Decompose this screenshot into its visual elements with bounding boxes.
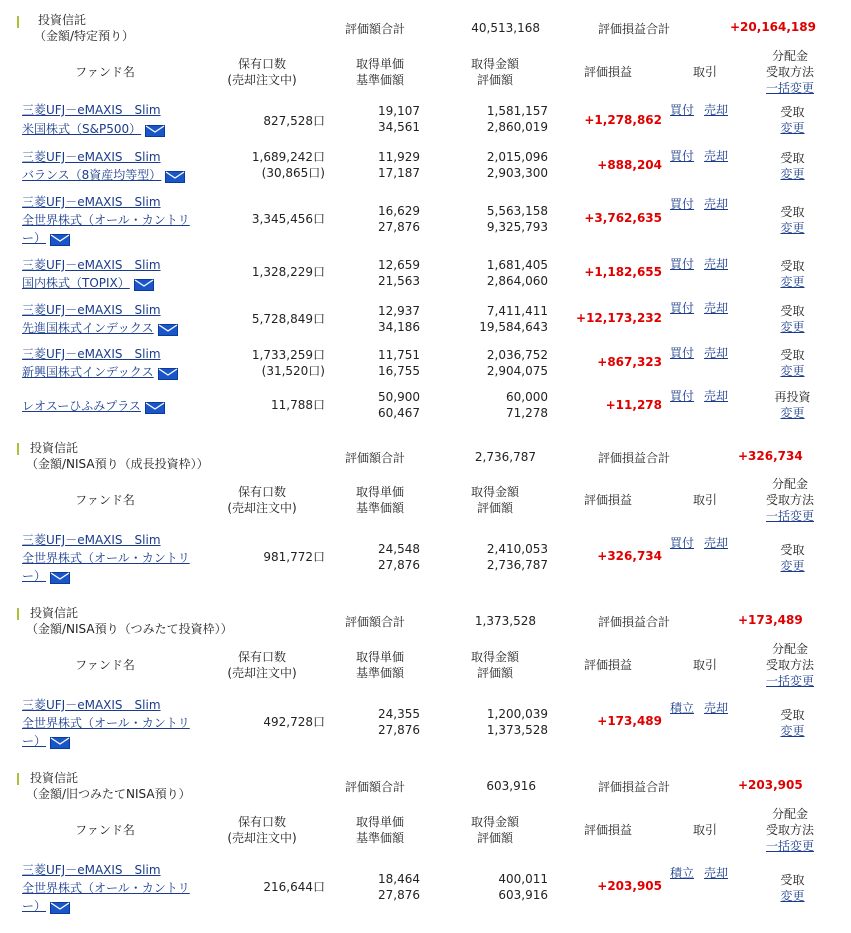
col-acq-amount: 取得金額 [470, 57, 519, 71]
buy-link[interactable]: 買付 [670, 197, 695, 211]
valuation: 2,864,060 [486, 274, 548, 288]
col-nav: 基準価額 [355, 73, 404, 87]
bulk-change-link[interactable]: 一括変更 [765, 674, 814, 688]
pl-value: +12,173,232 [576, 311, 662, 325]
mail-icon[interactable] [165, 170, 185, 182]
sell-link[interactable]: 売却 [704, 701, 729, 715]
valuation-total-value: 603,916 [486, 779, 536, 793]
col-dist: 分配金 [771, 477, 808, 491]
change-link[interactable]: 変更 [780, 889, 805, 903]
pl-value: +888,204 [597, 158, 662, 172]
dist-method: 受取 [780, 205, 805, 219]
units: 5,728,849口 [251, 312, 325, 326]
mail-icon[interactable] [50, 571, 70, 583]
change-link[interactable]: 変更 [780, 275, 805, 289]
pl-total-label: 評価損益合計 [598, 615, 671, 629]
col-acq-amount: 取得金額 [470, 650, 519, 664]
mail-icon[interactable] [50, 736, 70, 748]
change-link[interactable]: 変更 [780, 320, 805, 334]
pl-total-value: +20,164,189 [730, 20, 816, 34]
section-subtitle: （金額/特定預り） [34, 29, 135, 43]
valuation: 19,584,643 [479, 320, 548, 334]
section-title: 投資信託 [38, 13, 87, 27]
units: 1,328,229口 [251, 265, 325, 279]
fund-name-link[interactable]: 先進国株式インデックス [22, 321, 154, 335]
valuation: 2,860,019 [486, 120, 548, 134]
fund-name-link[interactable]: 全世界株式（オール・カントリ [22, 716, 190, 730]
buy-link[interactable]: 買付 [670, 389, 695, 403]
sell-link[interactable]: 売却 [704, 389, 729, 403]
col-valuation: 評価額 [476, 501, 513, 515]
col-dist: 分配金 [771, 807, 808, 821]
pl-value: +11,278 [605, 398, 662, 412]
col-units-pending: (売却注文中) [227, 666, 297, 680]
dist-method: 受取 [780, 708, 805, 722]
col-acq-amount: 取得金額 [470, 485, 519, 499]
col-units-pending: (売却注文中) [227, 501, 297, 515]
dist-method: 受取 [780, 105, 805, 119]
col-trade: 取引 [692, 658, 717, 672]
cost: 19,107 [378, 104, 420, 118]
col-trade: 取引 [692, 823, 717, 837]
sell-link[interactable]: 売却 [704, 149, 729, 163]
buy-link[interactable]: 買付 [670, 301, 695, 315]
fund-name-link[interactable]: 全世界株式（オール・カントリ [22, 551, 190, 565]
sell-link[interactable]: 売却 [704, 536, 729, 550]
section-title: 投資信託 [30, 606, 79, 620]
acq-amount: 2,015,096 [486, 150, 548, 164]
cost: 24,548 [378, 542, 420, 556]
buy-link[interactable]: 買付 [670, 536, 695, 550]
fund-name-link[interactable]: 米国株式（S&P500） [22, 122, 142, 136]
col-trade: 取引 [692, 65, 717, 79]
fund-name-link[interactable]: 三菱UFJ－eMAXIS Slim [22, 195, 161, 209]
fund-name-link[interactable]: 全世界株式（オール・カントリ [22, 881, 190, 895]
dist-method: 受取 [780, 543, 805, 557]
change-link[interactable]: 変更 [780, 364, 805, 378]
col-acq-amount: 取得金額 [470, 815, 519, 829]
section-subtitle: （金額/NISA預り（成長投資枠）） [26, 457, 209, 471]
col-nav: 基準価額 [355, 666, 404, 680]
acq-amount: 1,200,039 [486, 707, 548, 721]
units: 1,733,259口 [251, 348, 325, 362]
fund-name-link[interactable]: 三菱UFJ－eMAXIS Slim [22, 863, 161, 877]
col-dist: 分配金 [771, 49, 808, 63]
accumulate-link[interactable]: 積立 [670, 701, 695, 715]
col-nav: 基準価額 [355, 501, 404, 515]
valuation: 2,903,300 [486, 166, 548, 180]
dist-method: 受取 [780, 304, 805, 318]
section-subtitle: （金額/NISA預り（つみたて投資枠）） [26, 622, 233, 636]
fund-name-link[interactable]: 新興国株式インデックス [22, 365, 154, 379]
acq-amount: 2,410,053 [486, 542, 548, 556]
nav: 17,187 [378, 166, 420, 180]
change-link[interactable]: 変更 [780, 167, 805, 181]
valuation-total-label: 評価額合計 [345, 451, 406, 465]
sell-link[interactable]: 売却 [704, 257, 729, 271]
col-units: 保有口数 [237, 57, 286, 71]
fund-name-link[interactable]: 三菱UFJ－eMAXIS Slim [22, 258, 161, 272]
section-title: 投資信託 [30, 771, 79, 785]
col-cost: 取得単価 [355, 57, 404, 71]
col-pl: 評価損益 [583, 823, 632, 837]
acq-amount: 1,581,157 [486, 104, 548, 118]
fund-name-link[interactable]: 三菱UFJ－eMAXIS Slim [22, 533, 161, 547]
valuation-total-value: 40,513,168 [471, 21, 540, 35]
col-trade: 取引 [692, 493, 717, 507]
mail-icon[interactable] [50, 233, 70, 245]
valuation-total-label: 評価額合計 [345, 22, 406, 36]
mail-icon[interactable] [158, 323, 178, 335]
col-fund-name: ファンド名 [75, 65, 135, 79]
col-valuation: 評価額 [476, 73, 513, 87]
cost: 24,355 [378, 707, 420, 721]
change-link[interactable]: 変更 [780, 559, 805, 573]
fund-name-link[interactable]: ー） [22, 899, 47, 913]
buy-link[interactable]: 買付 [670, 346, 695, 360]
cost: 12,659 [378, 258, 420, 272]
pl-total-label: 評価損益合計 [598, 780, 671, 794]
cost: 11,751 [378, 348, 420, 362]
col-pl: 評価損益 [583, 65, 632, 79]
fund-name-link[interactable]: 三菱UFJ－eMAXIS Slim [22, 103, 161, 117]
fund-name-link[interactable]: 国内株式（TOPIX） [22, 276, 130, 290]
nav: 34,186 [378, 320, 420, 334]
accumulate-link[interactable]: 積立 [670, 866, 695, 880]
cost: 16,629 [378, 204, 420, 218]
mail-icon[interactable] [50, 901, 70, 913]
buy-link[interactable]: 買付 [670, 149, 695, 163]
col-units-pending: (売却注文中) [227, 73, 297, 87]
bulk-change-link[interactable]: 一括変更 [765, 839, 814, 853]
valuation: 2,904,075 [486, 364, 548, 378]
col-cost: 取得単価 [355, 815, 404, 829]
fund-name-link[interactable]: ー） [22, 569, 47, 583]
change-link[interactable]: 変更 [780, 406, 805, 420]
col-pl: 評価損益 [583, 658, 632, 672]
units: 981,772口 [263, 550, 325, 564]
dist-method: 受取 [780, 348, 805, 362]
pl-value: +173,489 [597, 714, 662, 728]
dist-method: 受取 [780, 151, 805, 165]
mail-icon[interactable] [134, 278, 154, 290]
bulk-change-link[interactable]: 一括変更 [765, 81, 814, 95]
valuation: 2,736,787 [486, 558, 548, 572]
valuation: 1,373,528 [486, 723, 548, 737]
col-fund-name: ファンド名 [75, 823, 135, 837]
cost: 50,900 [378, 390, 420, 404]
pl-total-value: +326,734 [738, 449, 803, 463]
col-valuation: 評価額 [476, 666, 513, 680]
units: 492,728口 [263, 715, 325, 729]
section-marker [17, 443, 19, 455]
col-cost: 取得単価 [355, 650, 404, 664]
change-link[interactable]: 変更 [780, 121, 805, 135]
pl-value: +203,905 [597, 879, 662, 893]
col-pl: 評価損益 [583, 493, 632, 507]
pl-value: +1,182,655 [584, 265, 662, 279]
acq-amount: 60,000 [506, 390, 548, 404]
acq-amount: 2,036,752 [486, 348, 548, 362]
valuation: 603,916 [498, 888, 548, 902]
dist-method: 再投資 [774, 390, 811, 404]
pl-total-value: +203,905 [738, 778, 803, 792]
units: 1,689,242口 [251, 150, 325, 164]
nav: 27,876 [378, 220, 420, 234]
acq-amount: 1,681,405 [486, 258, 548, 272]
cost: 11,929 [378, 150, 420, 164]
valuation: 71,278 [506, 406, 548, 420]
col-dist-method: 受取方法 [765, 493, 814, 507]
units-pending: (30,865口) [261, 166, 325, 180]
cost: 12,937 [378, 304, 420, 318]
dist-method: 受取 [780, 873, 805, 887]
nav: 27,876 [378, 723, 420, 737]
pl-value: +326,734 [597, 549, 662, 563]
fund-name-link[interactable]: バランス（8資産均等型） [22, 168, 162, 182]
valuation-total-value: 2,736,787 [474, 450, 536, 464]
col-fund-name: ファンド名 [75, 658, 135, 672]
fund-name-link[interactable]: ー） [22, 231, 47, 245]
fund-name-link[interactable]: レオスーひふみプラス [22, 399, 141, 413]
pl-value: +867,323 [597, 355, 662, 369]
sell-link[interactable]: 売却 [704, 301, 729, 315]
col-nav: 基準価額 [355, 831, 404, 845]
section-title: 投資信託 [30, 441, 79, 455]
valuation-total-value: 1,373,528 [474, 614, 536, 628]
fund-name-link[interactable]: 三菱UFJ－eMAXIS Slim [22, 698, 161, 712]
col-cost: 取得単価 [355, 485, 404, 499]
col-dist-method: 受取方法 [765, 65, 814, 79]
sell-link[interactable]: 売却 [704, 197, 729, 211]
pl-total-value: +173,489 [738, 613, 803, 627]
nav: 27,876 [378, 558, 420, 572]
nav: 16,755 [378, 364, 420, 378]
acq-amount: 400,011 [498, 872, 548, 886]
nav: 60,467 [378, 406, 420, 420]
units-pending: (31,520口) [261, 364, 325, 378]
acq-amount: 7,411,411 [486, 304, 548, 318]
section-marker [17, 608, 19, 620]
units: 11,788口 [271, 398, 325, 412]
pl-total-label: 評価損益合計 [598, 22, 671, 36]
col-units-pending: (売却注文中) [227, 831, 297, 845]
section-marker [17, 773, 19, 785]
col-valuation: 評価額 [476, 831, 513, 845]
col-fund-name: ファンド名 [75, 493, 135, 507]
nav: 27,876 [378, 888, 420, 902]
sell-link[interactable]: 売却 [704, 866, 729, 880]
mail-icon[interactable] [145, 401, 165, 413]
valuation: 9,325,793 [486, 220, 548, 234]
section-subtitle: （金額/旧つみたてNISA預り） [26, 787, 191, 801]
acq-amount: 5,563,158 [486, 204, 548, 218]
buy-link[interactable]: 買付 [670, 103, 695, 117]
pl-value: +1,278,862 [584, 113, 662, 127]
units: 216,644口 [263, 880, 325, 894]
units: 3,345,456口 [251, 212, 325, 226]
pl-total-label: 評価損益合計 [598, 451, 671, 465]
fund-name-link[interactable]: 全世界株式（オール・カントリ [22, 213, 190, 227]
pl-value: +3,762,635 [584, 211, 662, 225]
sell-link[interactable]: 売却 [704, 103, 729, 117]
change-link[interactable]: 変更 [780, 221, 805, 235]
section-marker [17, 16, 19, 28]
col-dist-method: 受取方法 [765, 658, 814, 672]
change-link[interactable]: 変更 [780, 724, 805, 738]
col-dist: 分配金 [771, 642, 808, 656]
col-units: 保有口数 [237, 650, 286, 664]
cost: 18,464 [378, 872, 420, 886]
mail-icon[interactable] [145, 124, 165, 136]
nav: 21,563 [378, 274, 420, 288]
valuation-total-label: 評価額合計 [345, 615, 406, 629]
sell-link[interactable]: 売却 [704, 346, 729, 360]
fund-name-link[interactable]: 三菱UFJ－eMAXIS Slim [22, 347, 161, 361]
col-dist-method: 受取方法 [765, 823, 814, 837]
fund-name-link[interactable]: ー） [22, 734, 47, 748]
fund-name-link[interactable]: 三菱UFJ－eMAXIS Slim [22, 150, 161, 164]
buy-link[interactable]: 買付 [670, 257, 695, 271]
mail-icon[interactable] [158, 367, 178, 379]
valuation-total-label: 評価額合計 [345, 780, 406, 794]
dist-method: 受取 [780, 259, 805, 273]
col-units: 保有口数 [237, 485, 286, 499]
bulk-change-link[interactable]: 一括変更 [765, 509, 814, 523]
col-units: 保有口数 [237, 815, 286, 829]
nav: 34,561 [378, 120, 420, 134]
units: 827,528口 [263, 114, 325, 128]
fund-name-link[interactable]: 三菱UFJ－eMAXIS Slim [22, 303, 161, 317]
